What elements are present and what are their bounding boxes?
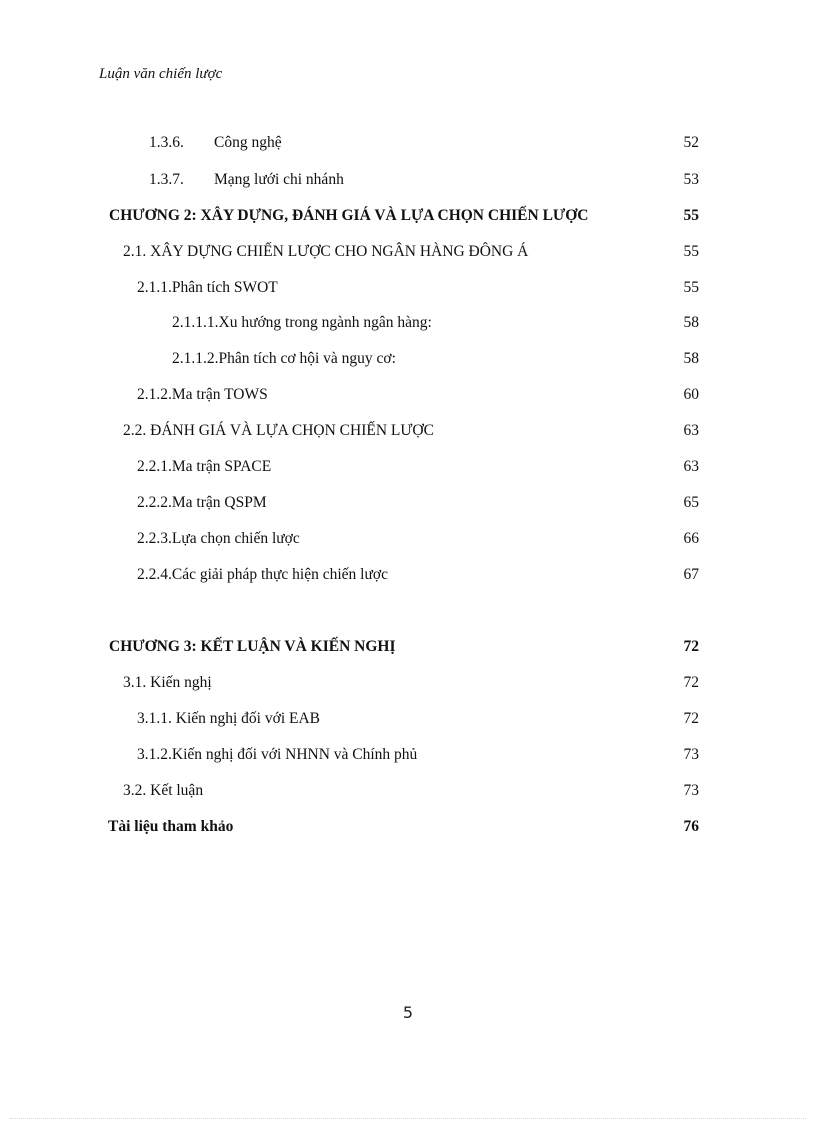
toc-entry-title: 3.1.1. Kiến nghị đối với EAB bbox=[137, 710, 320, 727]
toc-entry-title: 2.2.1.Ma trận SPACE bbox=[137, 458, 272, 475]
page-number: 5 bbox=[402, 1003, 414, 1022]
toc-entry-3-1[interactable] bbox=[123, 672, 699, 694]
toc-entry-page: 67 bbox=[683, 566, 699, 583]
toc-entry-title: Mạng lưới chi nhánh bbox=[214, 171, 344, 188]
toc-entry-chapter-3[interactable] bbox=[109, 636, 699, 658]
toc-entry-title: 3.2. Kết luận bbox=[123, 782, 204, 799]
page-bottom-divider bbox=[10, 1118, 806, 1119]
toc-entry-title: CHƯƠNG 3: KẾT LUẬN VÀ KIẾN NGHỊ bbox=[109, 638, 396, 655]
toc-entry-title: 2.1. XÂY DỰNG CHIẾN LƯỢC CHO NGÂN HÀNG ĐÔNG Á bbox=[123, 243, 529, 260]
toc-entry-title: 2.2. ĐÁNH GIÁ VÀ LỰA CHỌN CHIẾN LƯỢC bbox=[123, 422, 434, 439]
toc-entry-title: CHƯƠNG 2: XÂY DỰNG, ĐÁNH GIÁ VÀ LỰA CHỌN CHIẾN LƯỢC bbox=[109, 207, 589, 224]
toc-entry-title: 2.2.2.Ma trận QSPM bbox=[137, 494, 267, 511]
toc-entry-1-3-6[interactable] bbox=[149, 132, 699, 154]
toc-entry-page: 58 bbox=[683, 350, 699, 367]
toc-entry-2-2-4[interactable] bbox=[137, 564, 699, 586]
toc-entry-title: 3.1.2.Kiến nghị đối với NHNN và Chính phủ bbox=[137, 746, 418, 763]
toc-entry-title: Công nghệ bbox=[214, 134, 282, 151]
toc-entry-title: Tài liệu tham khảo bbox=[108, 818, 234, 835]
toc-entry-3-2[interactable] bbox=[123, 780, 699, 802]
toc-entry-title: 2.1.2.Ma trận TOWS bbox=[137, 386, 268, 403]
toc-entry-2-1-1-1[interactable] bbox=[172, 312, 699, 334]
toc-entry-title: 2.1.1.1.Xu hướng trong ngành ngân hàng: bbox=[172, 314, 432, 331]
toc-entry-page: 63 bbox=[683, 458, 699, 475]
toc-entry-3-1-2[interactable] bbox=[137, 744, 699, 766]
toc-entry-page: 60 bbox=[683, 386, 699, 403]
toc-entry-page: 55 bbox=[683, 279, 699, 296]
toc-entry-page: 55 bbox=[683, 243, 699, 260]
toc-entry-title: 2.1.1.2.Phân tích cơ hội và nguy cơ: bbox=[172, 350, 396, 367]
toc-entry-2-1-1[interactable] bbox=[137, 277, 699, 299]
toc-entry-page: 73 bbox=[683, 746, 699, 763]
toc-entry-2-2-2[interactable] bbox=[137, 492, 699, 514]
toc-entry-page: 72 bbox=[683, 710, 699, 727]
toc-entry-page: 65 bbox=[683, 494, 699, 511]
toc-entry-2-2-1[interactable] bbox=[137, 456, 699, 478]
toc-entry-page: 72 bbox=[683, 674, 699, 691]
toc-entry-2-2[interactable] bbox=[123, 420, 699, 442]
toc-entry-number: 1.3.6. bbox=[149, 134, 184, 151]
toc-entry-page: 55 bbox=[683, 207, 699, 224]
toc-entry-chapter-2[interactable] bbox=[109, 205, 699, 227]
toc-entry-number: 1.3.7. bbox=[149, 171, 184, 188]
toc-entry-title: 2.2.4.Các giải pháp thực hiện chiến lược bbox=[137, 566, 388, 583]
toc-entry-page: 53 bbox=[683, 171, 699, 188]
toc-entry-title: 2.1.1.Phân tích SWOT bbox=[137, 279, 278, 296]
toc-entry-2-1[interactable] bbox=[123, 241, 699, 263]
toc-entry-page: 63 bbox=[683, 422, 699, 439]
toc-entry-page: 66 bbox=[683, 530, 699, 547]
toc-entry-references[interactable] bbox=[108, 816, 699, 838]
toc-entry-page: 76 bbox=[683, 818, 699, 835]
toc-entry-title: 2.2.3.Lựa chọn chiến lược bbox=[137, 530, 300, 547]
toc-entry-1-3-7[interactable] bbox=[149, 169, 699, 191]
toc-entry-3-1-1[interactable] bbox=[137, 708, 699, 730]
toc-entry-page: 72 bbox=[683, 638, 699, 655]
toc-entry-page: 58 bbox=[683, 314, 699, 331]
toc-entry-2-1-1-2[interactable] bbox=[172, 348, 699, 370]
toc-entry-page: 52 bbox=[683, 134, 699, 151]
toc-entry-2-2-3[interactable] bbox=[137, 528, 699, 550]
toc-entry-title: 3.1. Kiến nghị bbox=[123, 674, 212, 691]
toc-entry-2-1-2[interactable] bbox=[137, 384, 699, 406]
toc-entry-page: 73 bbox=[683, 782, 699, 799]
running-header: Luận văn chiến lược bbox=[99, 66, 223, 82]
